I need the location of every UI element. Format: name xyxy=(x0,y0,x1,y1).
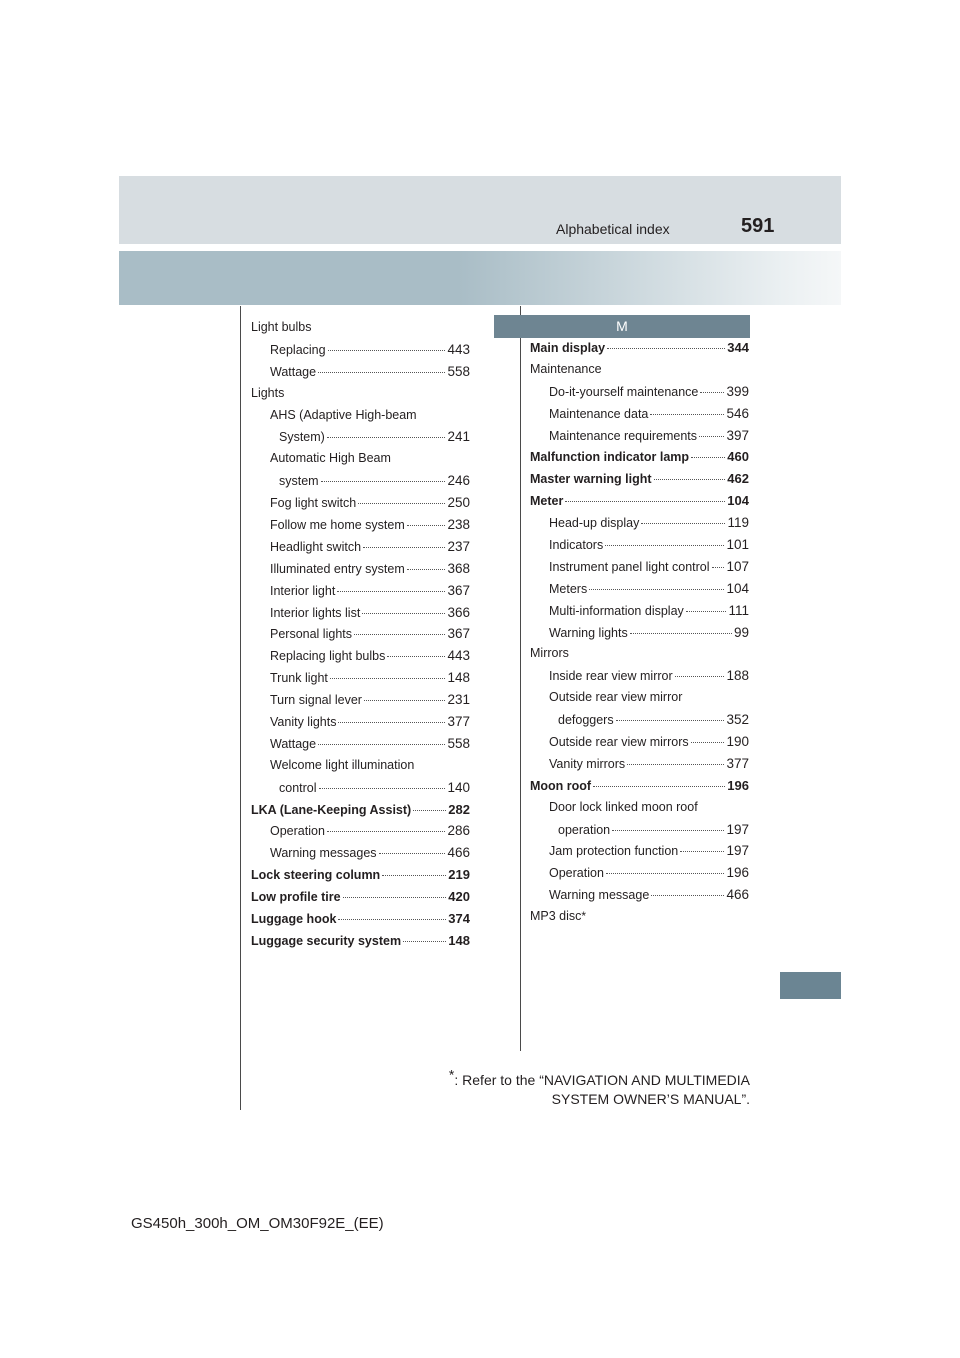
index-entry[interactable] xyxy=(530,468,749,490)
index-entry[interactable] xyxy=(530,884,749,906)
index-entry[interactable] xyxy=(530,600,749,622)
dot-leader xyxy=(337,591,445,592)
index-entry-label: Replacing xyxy=(270,342,326,357)
index-entry-label: Jam protection function xyxy=(549,844,679,859)
index-entry-page[interactable]: 238 xyxy=(447,517,470,533)
index-entry[interactable] xyxy=(530,709,749,731)
index-entry[interactable] xyxy=(251,602,470,624)
index-entry[interactable] xyxy=(251,317,470,339)
index-entry-label: Personal lights xyxy=(270,627,352,642)
dot-leader xyxy=(612,830,724,831)
dot-leader xyxy=(363,547,445,548)
index-entry-page[interactable]: 107 xyxy=(726,558,749,574)
index-entry[interactable] xyxy=(530,446,749,468)
index-entry[interactable] xyxy=(530,665,749,687)
dot-leader xyxy=(712,567,725,568)
dot-leader xyxy=(407,569,446,570)
index-entry[interactable] xyxy=(251,842,470,864)
document-code: GS450h_300h_OM_OM30F92E_(EE) xyxy=(131,1215,384,1232)
index-entry-label: Lights xyxy=(251,385,285,400)
index-entry[interactable] xyxy=(251,536,470,558)
column-divider-middle xyxy=(520,306,521,1051)
section-letter-bar: M xyxy=(494,315,750,338)
index-entry-page[interactable]: 397 xyxy=(726,427,749,443)
index-entry-label: Mirrors xyxy=(530,646,569,661)
index-entry-page[interactable]: 558 xyxy=(447,363,470,379)
index-entry-label: Malfunction indicator lamp xyxy=(530,450,690,465)
index-entry-label: Outside rear view mirrors xyxy=(549,735,689,750)
index-entry-page[interactable]: 99 xyxy=(733,624,749,640)
index-entry-page[interactable]: 374 xyxy=(448,911,470,927)
footnote-asterisk: * xyxy=(448,1066,455,1083)
index-entry[interactable] xyxy=(251,689,470,711)
index-entry-label: Luggage security system xyxy=(251,933,402,948)
index-entry[interactable] xyxy=(251,930,470,952)
index-entry[interactable] xyxy=(530,643,749,665)
index-entry[interactable] xyxy=(251,405,470,427)
index-entry[interactable] xyxy=(251,339,470,361)
index-entry[interactable] xyxy=(251,908,470,930)
index-entry-page[interactable]: 231 xyxy=(447,692,470,708)
index-entry-label: Outside rear view mirror xyxy=(549,690,683,705)
index-entry[interactable] xyxy=(530,578,749,600)
index-entry-label: Lock steering column xyxy=(251,868,381,883)
index-entry-label: Multi-information display xyxy=(549,603,684,618)
index-entry-label: Headlight switch xyxy=(270,539,362,554)
index-entry-label: Operation xyxy=(549,866,604,881)
index-entry-page[interactable]: 282 xyxy=(448,801,470,817)
index-entry-label: Operation xyxy=(270,824,325,839)
dot-leader xyxy=(318,372,445,373)
index-entry-page[interactable]: 197 xyxy=(726,843,749,859)
index-entry-label: Instrument panel light control xyxy=(549,559,710,574)
index-entry-page[interactable]: 188 xyxy=(726,668,749,684)
index-entry-page[interactable]: 399 xyxy=(726,383,749,399)
index-entry-page[interactable]: 377 xyxy=(726,755,749,771)
dot-leader xyxy=(650,414,724,415)
column-divider-left xyxy=(240,306,241,1110)
header-bar xyxy=(119,176,841,244)
index-entry-page[interactable]: 196 xyxy=(727,777,749,793)
dot-leader xyxy=(686,611,727,612)
index-entry-page[interactable]: 352 xyxy=(726,712,749,728)
index-entry-label: Warning messages xyxy=(270,846,377,861)
dot-leader xyxy=(343,897,447,898)
index-entry-page[interactable]: 344 xyxy=(727,340,749,355)
index-entry[interactable] xyxy=(530,381,749,403)
dot-leader xyxy=(680,851,724,852)
index-entry-label: Head-up display xyxy=(549,516,640,531)
index-entry[interactable] xyxy=(251,361,470,383)
index-entry-label: Interior lights list xyxy=(270,605,361,620)
dot-leader xyxy=(358,503,445,504)
dot-leader xyxy=(413,810,446,811)
index-entry-label: Main display xyxy=(530,341,606,355)
index-entry[interactable] xyxy=(251,383,470,405)
index-entry-label: Warning lights xyxy=(549,625,628,640)
index-entry-label: Follow me home system xyxy=(270,518,405,533)
index-entry-label: Master warning light xyxy=(530,472,652,487)
index-entry-label: Moon roof xyxy=(530,778,592,793)
index-entry-label: Maintenance data xyxy=(549,406,649,421)
index-entry-page[interactable]: 104 xyxy=(727,493,749,509)
index-entry-page[interactable]: 250 xyxy=(447,495,470,511)
index-entry-label: Automatic High Beam xyxy=(270,451,391,466)
index-entry-label: Illuminated entry system xyxy=(270,561,405,576)
index-entry[interactable] xyxy=(251,580,470,602)
index-entry-label: System) xyxy=(279,430,325,445)
dot-leader xyxy=(319,788,446,789)
index-entry-label: Maintenance requirements xyxy=(549,428,697,443)
header-gradient-band xyxy=(119,251,841,305)
dot-leader xyxy=(691,742,725,743)
index-entry-page[interactable]: 460 xyxy=(727,449,749,465)
index-entry[interactable] xyxy=(530,753,749,775)
index-entry[interactable] xyxy=(530,775,749,797)
index-entry-page[interactable]: 367 xyxy=(447,626,470,642)
index-entry-page[interactable]: 197 xyxy=(726,821,749,837)
index-entry-page[interactable]: 368 xyxy=(447,560,470,576)
index-entry[interactable] xyxy=(530,622,749,644)
index-entry-label: Vanity lights xyxy=(270,715,337,730)
index-entry[interactable] xyxy=(530,687,749,709)
dot-leader xyxy=(616,720,725,721)
index-entry[interactable] xyxy=(530,534,749,556)
index-entry-page[interactable]: 119 xyxy=(727,515,749,531)
index-entry[interactable] xyxy=(251,755,470,777)
dot-leader xyxy=(407,525,446,526)
index-entry-label: Door lock linked moon roof xyxy=(549,799,698,814)
index-entry[interactable] xyxy=(530,731,749,753)
index-entry-label: Warning message xyxy=(549,888,650,903)
index-entry[interactable] xyxy=(530,359,749,381)
index-entry[interactable] xyxy=(251,777,470,799)
index-entry-page[interactable]: 237 xyxy=(447,538,470,554)
index-entry-label: Turn signal lever xyxy=(270,693,362,708)
dot-leader xyxy=(699,436,724,437)
index-entry-label: Vanity mirrors xyxy=(549,756,626,771)
index-entry-label: Wattage xyxy=(270,736,317,751)
footnote-line-1: : Refer to the “NAVIGATION AND MULTIMEDIA xyxy=(454,1072,750,1088)
index-entry[interactable] xyxy=(251,886,470,908)
index-entry[interactable] xyxy=(251,667,470,689)
thumb-index-tab[interactable] xyxy=(780,972,841,999)
dot-leader xyxy=(691,457,725,458)
index-entry-page[interactable]: 377 xyxy=(447,714,470,730)
dot-leader xyxy=(593,786,725,787)
index-entry-page[interactable]: 104 xyxy=(726,580,749,596)
dot-leader xyxy=(328,350,446,351)
dot-leader xyxy=(321,481,446,482)
dot-leader xyxy=(627,764,724,765)
dot-leader xyxy=(379,853,446,854)
index-entry-page[interactable]: 466 xyxy=(726,887,749,903)
dot-leader xyxy=(387,656,445,657)
index-entry-label: Light bulbs xyxy=(251,320,312,334)
index-entry-page[interactable]: 286 xyxy=(447,823,470,839)
index-entry[interactable] xyxy=(530,403,749,425)
index-entry-label: Luggage hook xyxy=(251,912,337,927)
index-entry-page[interactable]: 148 xyxy=(448,932,470,948)
index-entry-page[interactable]: 367 xyxy=(447,582,470,598)
index-entry[interactable] xyxy=(251,514,470,536)
index-entry-page[interactable]: 443 xyxy=(447,648,470,664)
index-entry[interactable] xyxy=(251,711,470,733)
index-entry[interactable] xyxy=(530,840,749,862)
index-column-right xyxy=(530,337,749,928)
dot-leader xyxy=(382,875,446,876)
index-entry-label: Maintenance xyxy=(530,361,602,376)
dot-leader xyxy=(565,501,725,502)
dot-leader xyxy=(364,700,446,701)
footnote xyxy=(448,1066,750,1109)
dot-leader xyxy=(651,895,724,896)
dot-leader xyxy=(338,919,446,920)
index-entry-page[interactable]: 546 xyxy=(726,405,749,421)
index-entry[interactable] xyxy=(251,492,470,514)
index-entry-label: LKA (Lane-Keeping Assist) xyxy=(251,802,412,817)
index-entry-label: Welcome light illumination xyxy=(270,757,415,772)
dot-leader xyxy=(362,613,445,614)
index-entry[interactable] xyxy=(530,862,749,884)
index-entry-label: AHS (Adaptive High-beam xyxy=(270,407,417,422)
index-entry[interactable] xyxy=(530,556,749,578)
page-title: Alphabetical index xyxy=(556,221,670,237)
dot-leader xyxy=(327,437,446,438)
index-entry[interactable] xyxy=(530,425,749,447)
index-entry-page[interactable]: 420 xyxy=(448,889,470,905)
index-entry[interactable]: MP3 disc * xyxy=(530,906,749,928)
index-entry-page[interactable]: 196 xyxy=(726,865,749,881)
index-entry[interactable] xyxy=(251,733,470,755)
page-number: 591 xyxy=(741,215,775,237)
index-entry-page[interactable]: 148 xyxy=(447,670,470,686)
index-entry[interactable] xyxy=(530,512,749,534)
dot-leader xyxy=(605,545,724,546)
index-entry[interactable] xyxy=(251,623,470,645)
index-entry-label: Inside rear view mirror xyxy=(549,669,673,684)
footnote-line-2: SYSTEM OWNER’S MANUAL”. xyxy=(551,1091,750,1107)
dot-leader xyxy=(403,941,446,942)
dot-leader xyxy=(589,589,724,590)
index-entry-label: Fog light switch xyxy=(270,496,357,511)
dot-leader xyxy=(354,634,445,635)
index-entry-label: Interior light xyxy=(270,583,336,598)
index-entry-page[interactable]: 111 xyxy=(728,602,749,618)
dot-leader xyxy=(654,479,726,480)
dot-leader xyxy=(700,392,724,393)
index-entry-label: Indicators xyxy=(549,538,604,553)
index-entry[interactable] xyxy=(530,797,749,819)
index-entry-page[interactable]: 462 xyxy=(727,471,749,487)
index-entry[interactable] xyxy=(251,864,470,886)
dot-leader xyxy=(338,722,445,723)
index-entry-page[interactable]: 246 xyxy=(447,473,470,489)
index-entry[interactable] xyxy=(251,645,470,667)
index-entry-page[interactable]: 190 xyxy=(726,734,749,750)
index-entry-page[interactable]: 558 xyxy=(447,735,470,751)
index-entry[interactable] xyxy=(251,448,470,470)
index-entry-page[interactable]: 366 xyxy=(447,604,470,620)
index-entry-label: Low profile tire xyxy=(251,890,341,905)
index-entry-page[interactable]: 443 xyxy=(447,341,470,357)
index-entry[interactable] xyxy=(530,490,749,512)
index-entry[interactable] xyxy=(251,558,470,580)
index-entry-label: Meter xyxy=(530,494,564,509)
index-entry-page[interactable]: 219 xyxy=(448,867,470,883)
index-entry-page[interactable]: 466 xyxy=(447,845,470,861)
dot-leader xyxy=(318,744,445,745)
dot-leader xyxy=(327,831,446,832)
index-entry-page[interactable]: 241 xyxy=(447,429,470,445)
index-entry-label: defoggers xyxy=(558,713,614,728)
index-entry[interactable] xyxy=(251,799,470,821)
index-entry-label: Wattage xyxy=(270,364,317,379)
index-entry-label: MP3 disc xyxy=(530,909,582,924)
index-entry[interactable] xyxy=(251,426,470,448)
dot-leader xyxy=(607,348,725,349)
index-entry-label: Replacing light bulbs xyxy=(270,649,386,664)
dot-leader xyxy=(641,523,725,524)
index-entry-page[interactable]: 101 xyxy=(726,537,749,553)
index-entry[interactable] xyxy=(251,470,470,492)
index-entry[interactable] xyxy=(530,337,749,359)
index-entry-label: control xyxy=(279,780,317,795)
dot-leader xyxy=(630,633,732,634)
index-entry-label: system xyxy=(279,474,319,489)
index-entry-label: operation xyxy=(558,822,611,837)
index-entry-label: Meters xyxy=(549,581,588,596)
dot-leader xyxy=(606,873,725,874)
index-entry-page[interactable]: 140 xyxy=(447,779,470,795)
index-entry-label: Do-it-yourself maintenance xyxy=(549,384,699,399)
index-entry[interactable] xyxy=(251,820,470,842)
index-entry-label: Trunk light xyxy=(270,671,328,686)
index-column-left xyxy=(251,317,470,952)
dot-leader xyxy=(330,678,446,679)
index-entry[interactable] xyxy=(530,819,749,841)
dot-leader xyxy=(675,676,725,677)
